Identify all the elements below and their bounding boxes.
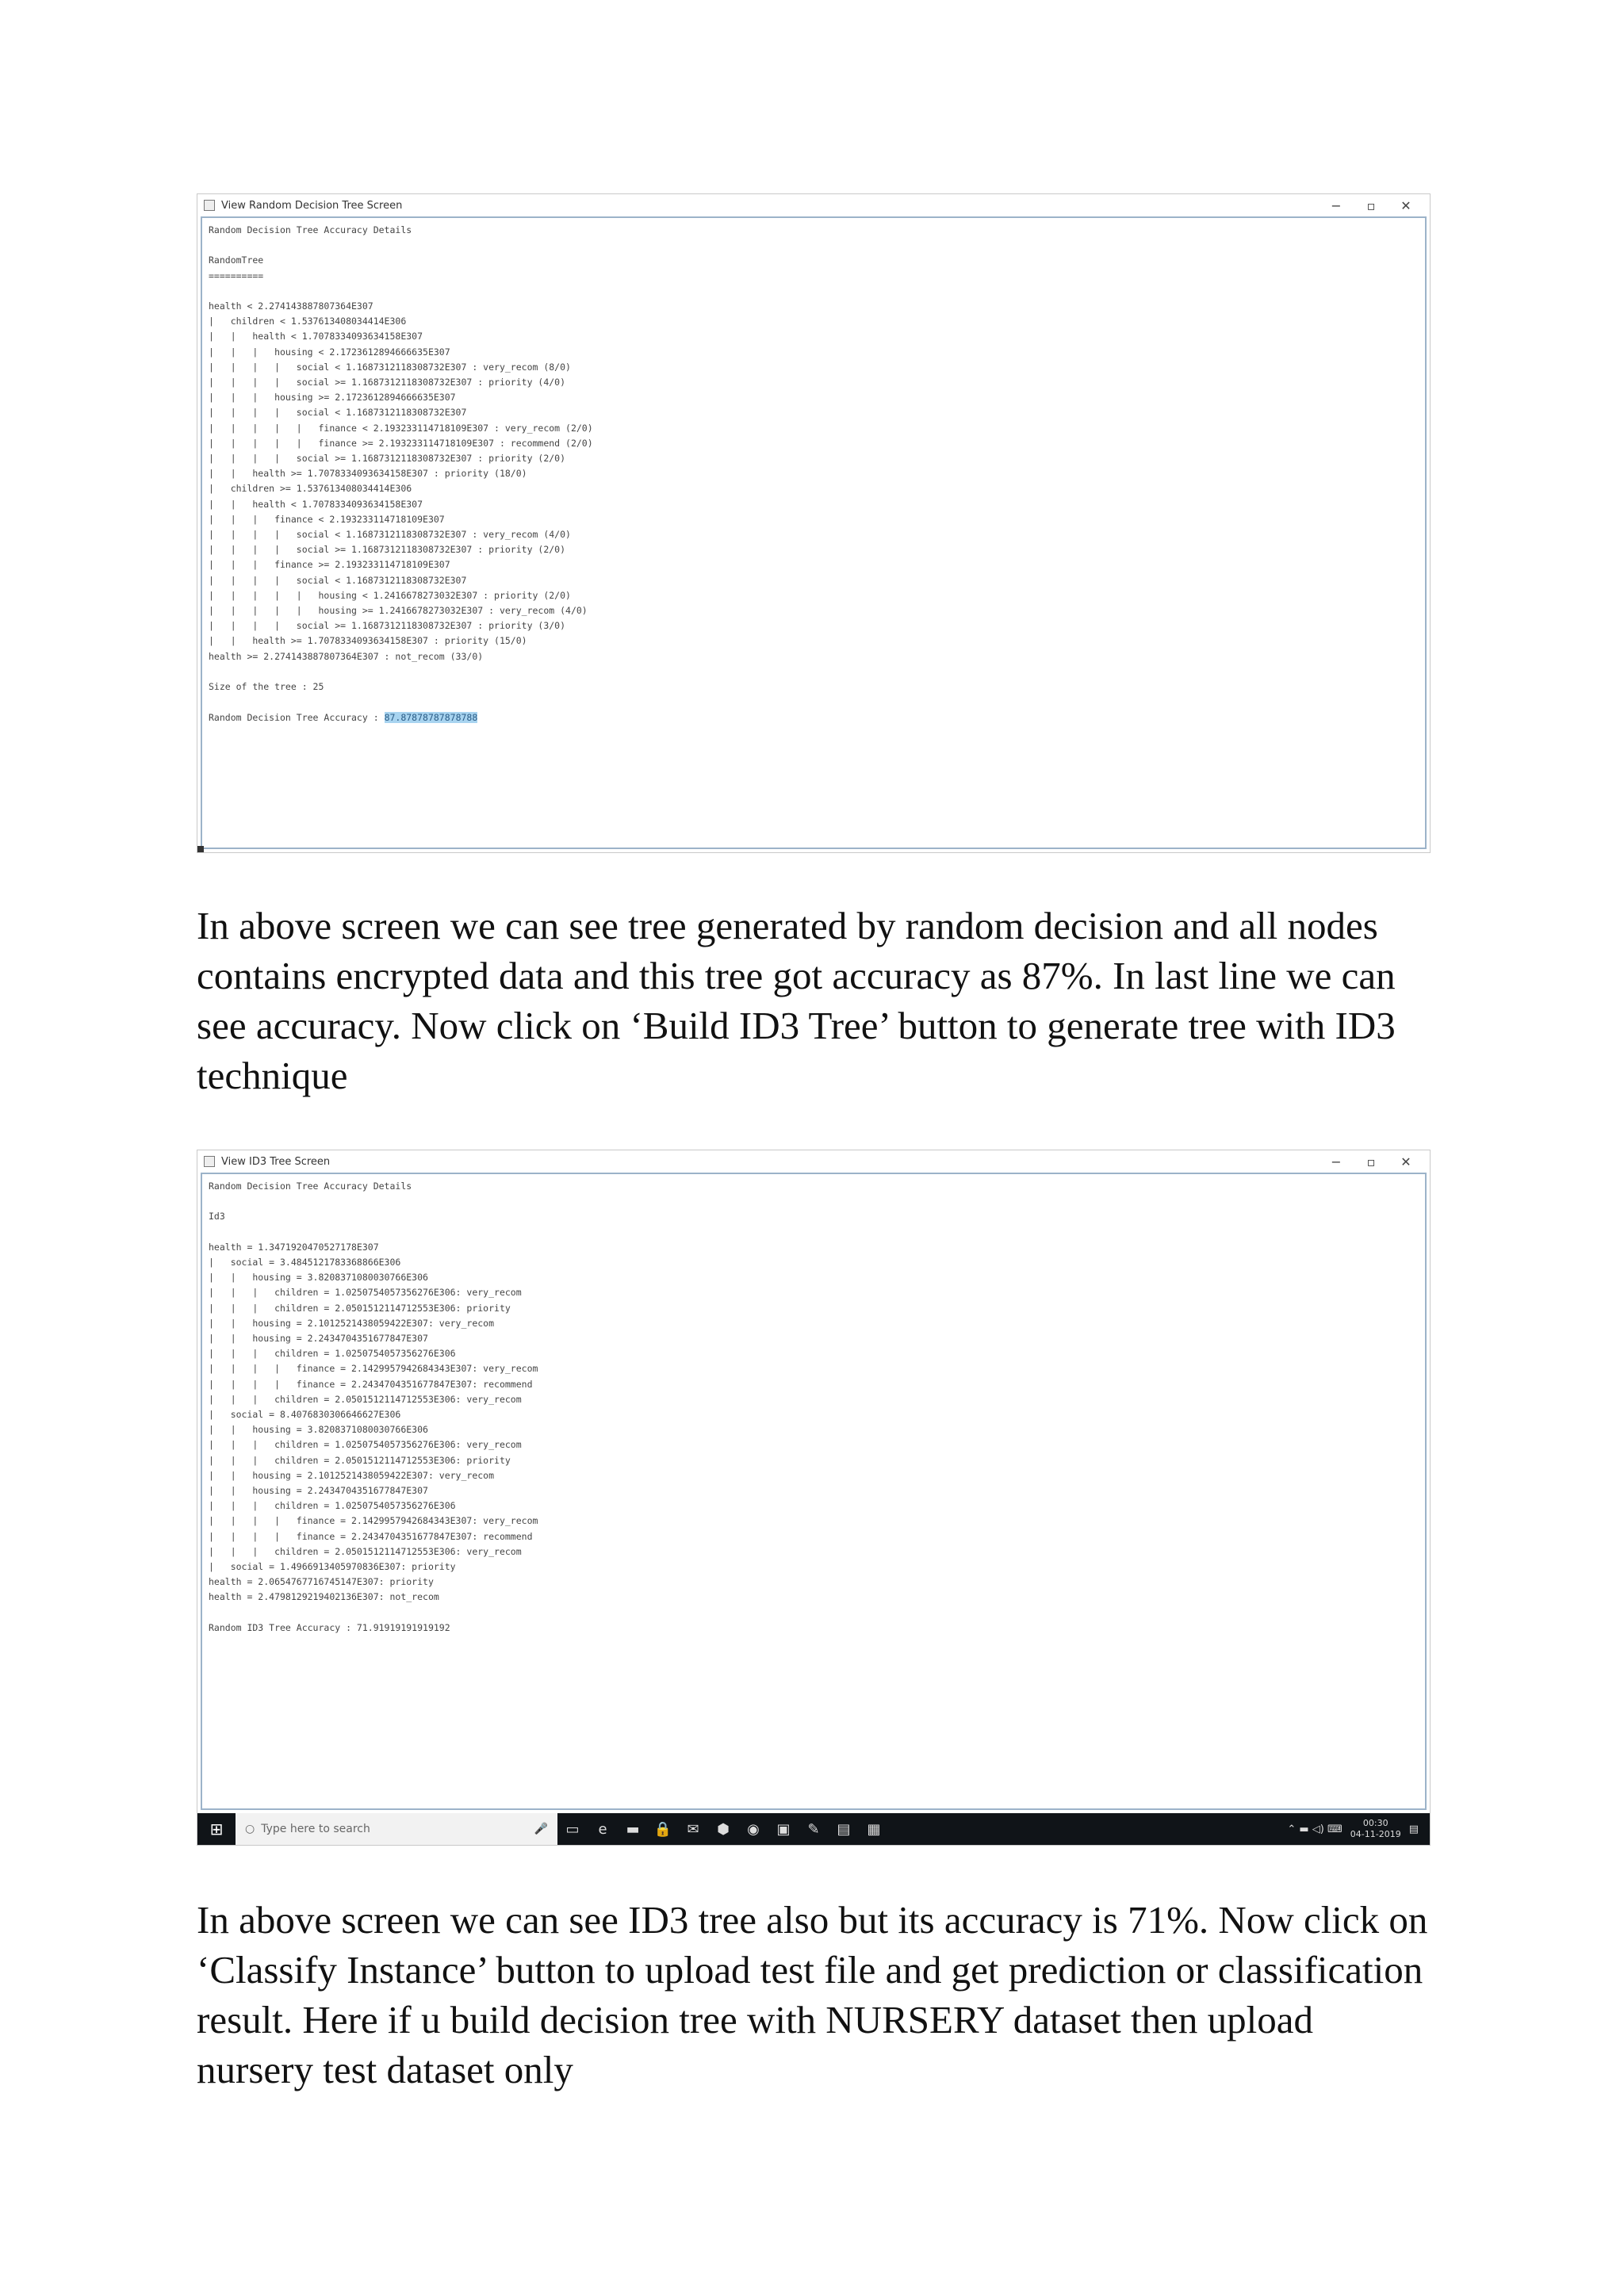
tree-line: RandomTree: [209, 254, 264, 266]
id3-tree-line: health = 2.4798129219402136E307: not_recom: [209, 1591, 439, 1603]
taskbar-app-icon[interactable]: 🔒: [653, 1820, 672, 1838]
paragraph-2: In above screen we can see ID3 tree also but its accuracy is 71%. Now click on ‘Classify Instance’ button to upload test file and get prediction or classification result. Here if u build decision tree with NURSERY dataset then upload nursery test dataset only: [197, 1898, 1428, 2091]
taskbar-app-icon[interactable]: ✉: [687, 1820, 699, 1838]
id3-tree-line: | social = 3.4845121783368866E306: [209, 1257, 401, 1269]
tree-line: | | | | social < 1.1687312118308732E307: [209, 574, 467, 586]
tree-line: ==========: [209, 270, 264, 281]
id3-tree-line: health = 1.3471920470527178E307: [209, 1241, 379, 1253]
tree-line: | | health >= 1.7078334093634158E307 : priority (15/0): [209, 635, 527, 647]
tree-output-textarea[interactable]: [201, 1173, 1427, 1810]
close-icon[interactable]: ✕: [1400, 1154, 1411, 1169]
tree-line: health >= 2.274143887807364E307 : not_recom (33/0): [209, 650, 484, 662]
id3-tree-line: [209, 1605, 1419, 1621]
id3-tree-line: | | | children = 1.0250754057356276E306: very_recom: [209, 1439, 522, 1451]
id3-tree-window: [197, 1150, 1431, 1846]
id3-tree-line: | | | children = 1.0250754057356276E306: [209, 1348, 456, 1360]
id3-tree-line: | | housing = 3.8208371080030766E306: [209, 1272, 428, 1284]
id3-tree-line: | | | children = 2.0501512114712553E306: priority: [209, 1454, 511, 1466]
tree-text: [209, 223, 1419, 710]
window-title: View Random Decision Tree Screen: [221, 199, 403, 212]
window-titlebar: [197, 1150, 1430, 1173]
id3-tree-line: | | | children = 2.0501512114712553E306: very_recom: [209, 1393, 522, 1405]
taskbar-app-icon[interactable]: e: [598, 1820, 607, 1838]
window-title: View ID3 Tree Screen: [221, 1155, 331, 1168]
tree-line: | | | | | housing >= 1.2416678273032E307 : very_recom (4/0): [209, 605, 588, 617]
taskbar-app-icon[interactable]: ▦: [867, 1820, 881, 1838]
id3-tree-line: | | housing = 2.2434704351677847E307: [209, 1485, 428, 1497]
tree-line: [209, 284, 1419, 299]
minimize-icon[interactable]: −: [1331, 1154, 1342, 1169]
tree-line: [209, 238, 1419, 253]
id3-tree-line: | | | | finance = 2.2434704351677847E307: recommend: [209, 1378, 533, 1390]
tree-line: | | health < 1.7078334093634158E307: [209, 331, 423, 342]
clock-time: 00:30: [1362, 1818, 1388, 1828]
tree-line: | | health < 1.7078334093634158E307: [209, 498, 423, 510]
tree-line: [209, 664, 1419, 679]
taskbar-app-icon[interactable]: ▤: [837, 1820, 851, 1838]
id3-tree-line: [209, 1194, 1419, 1209]
notifications-icon[interactable]: ▤: [1408, 1823, 1419, 1835]
taskbar-app-icon[interactable]: ▣: [776, 1820, 791, 1838]
id3-tree-line: | | | children = 2.0501512114712553E306: very_recom: [209, 1545, 522, 1557]
taskbar-search-input[interactable]: [236, 1813, 557, 1845]
taskbar: [197, 1813, 1430, 1845]
tree-output-textarea[interactable]: [201, 216, 1427, 849]
taskbar-app-icon[interactable]: ▭: [565, 1820, 580, 1838]
id3-tree-line: | | | children = 1.0250754057356276E306: [209, 1500, 456, 1512]
accuracy-line: [209, 710, 1419, 725]
tree-line: | | | | social < 1.1687312118308732E307 : very_recom (4/0): [209, 529, 571, 541]
id3-tree-line: [209, 1225, 1419, 1240]
tree-line: | | | | social >= 1.1687312118308732E307 : priority (3/0): [209, 620, 566, 632]
tree-line: | | | | | housing < 1.2416678273032E307 : priority (2/0): [209, 589, 571, 601]
id3-tree-line: | | | | finance = 2.1429957942684343E307: very_recom: [209, 1363, 538, 1375]
tree-line: Random Decision Tree Accuracy Details: [209, 224, 412, 235]
tray-icons[interactable]: ⌃ ▬ ◁) ⌨: [1287, 1823, 1342, 1835]
tree-line: | children >= 1.537613408034414E306: [209, 483, 412, 495]
id3-tree-line: | | housing = 2.1012521438059422E307: very_recom: [209, 1469, 495, 1481]
tree-line: | | | | | finance >= 2.193233114718109E307 : recommend (2/0): [209, 437, 593, 449]
tree-line: | | | | social >= 1.1687312118308732E307 : priority (2/0): [209, 453, 566, 465]
accuracy-label: Random Decision Tree Accuracy :: [209, 711, 385, 723]
tree-line: | | | | social >= 1.1687312118308732E307 : priority (4/0): [209, 377, 566, 388]
clock[interactable]: [1350, 1818, 1401, 1840]
id3-tree-line: | | | | finance = 2.1429957942684343E307: very_recom: [209, 1515, 538, 1527]
id3-tree-line: | | | children = 2.0501512114712553E306: priority: [209, 1302, 511, 1314]
window-titlebar: [197, 194, 1430, 216]
tree-line: [209, 695, 1419, 710]
tree-line: | | | | social < 1.1687312118308732E307 : very_recom (8/0): [209, 361, 571, 373]
clock-date: 04-11-2019: [1350, 1829, 1401, 1839]
tree-line: | | | housing >= 2.1723612894666635E307: [209, 392, 456, 404]
tree-line: | | | | | finance < 2.193233114718109E307 : very_recom (2/0): [209, 422, 593, 434]
tree-line: | | health >= 1.7078334093634158E307 : priority (18/0): [209, 468, 527, 480]
taskbar-app-icon[interactable]: ✎: [807, 1820, 820, 1838]
id3-tree-line: | | housing = 3.8208371080030766E306: [209, 1424, 428, 1436]
tree-line: | | | finance >= 2.193233114718109E307: [209, 559, 450, 571]
id3-tree-line: | | | children = 1.0250754057356276E306: very_recom: [209, 1287, 522, 1299]
maximize-icon[interactable]: ▫: [1366, 1154, 1376, 1169]
id3-tree-line: | social = 1.4966913405970836E307: priority: [209, 1561, 456, 1573]
taskbar-app-icon[interactable]: ◉: [747, 1820, 760, 1838]
tree-line: health < 2.274143887807364E307: [209, 300, 373, 312]
id3-tree-line: | | housing = 2.1012521438059422E307: very_recom: [209, 1317, 495, 1329]
tree-line: | children < 1.537613408034414E306: [209, 316, 407, 327]
search-placeholder: Type here to search: [261, 1823, 370, 1835]
id3-tree-line: | social = 8.4076830306646627E306: [209, 1409, 401, 1421]
windows-start-icon[interactable]: ⊞: [209, 1820, 224, 1839]
tree-line: | | | | social < 1.1687312118308732E307: [209, 407, 467, 419]
resize-handle[interactable]: [197, 846, 204, 852]
accuracy-value: 87.87878787878788: [384, 711, 478, 723]
tree-text: [209, 1179, 1419, 1636]
id3-tree-line: Id3: [209, 1211, 225, 1223]
microphone-icon[interactable]: 🎤: [534, 1823, 548, 1835]
taskbar-app-icon[interactable]: ▬: [626, 1820, 640, 1838]
taskbar-apps: [557, 1821, 889, 1838]
search-icon: ○: [245, 1823, 255, 1835]
minimize-icon[interactable]: −: [1331, 197, 1342, 213]
tree-line: | | | | social >= 1.1687312118308732E307 : priority (2/0): [209, 544, 566, 556]
system-tray: [1287, 1818, 1430, 1840]
id3-tree-line: health = 2.0654767716745147E307: priority: [209, 1576, 434, 1588]
tree-line: Size of the tree : 25: [209, 681, 324, 693]
app-icon: [204, 200, 215, 211]
close-icon[interactable]: ✕: [1400, 197, 1411, 213]
app-icon: [204, 1156, 215, 1167]
id3-tree-line: | | housing = 2.2434704351677847E307: [209, 1333, 428, 1345]
paragraph-1: In above screen we can see tree generated by random decision and all nodes contains encrypted data and this tree got accuracy as 87%. In last line we can see accuracy. Now click on ‘Build ID3 Tree’ button to generate tree with ID3 technique: [197, 904, 1396, 1097]
id3-tree-line: Random ID3 Tree Accuracy : 71.91919191919192: [209, 1621, 450, 1633]
random-tree-window: [197, 193, 1431, 853]
maximize-icon[interactable]: ▫: [1366, 197, 1376, 213]
id3-tree-line: Random Decision Tree Accuracy Details: [209, 1181, 412, 1192]
taskbar-app-icon[interactable]: ⬢: [717, 1820, 730, 1838]
tree-line: | | | finance < 2.193233114718109E307: [209, 513, 445, 525]
id3-tree-line: | | | | finance = 2.2434704351677847E307: recommend: [209, 1530, 533, 1542]
tree-line: | | | housing < 2.1723612894666635E307: [209, 346, 450, 358]
